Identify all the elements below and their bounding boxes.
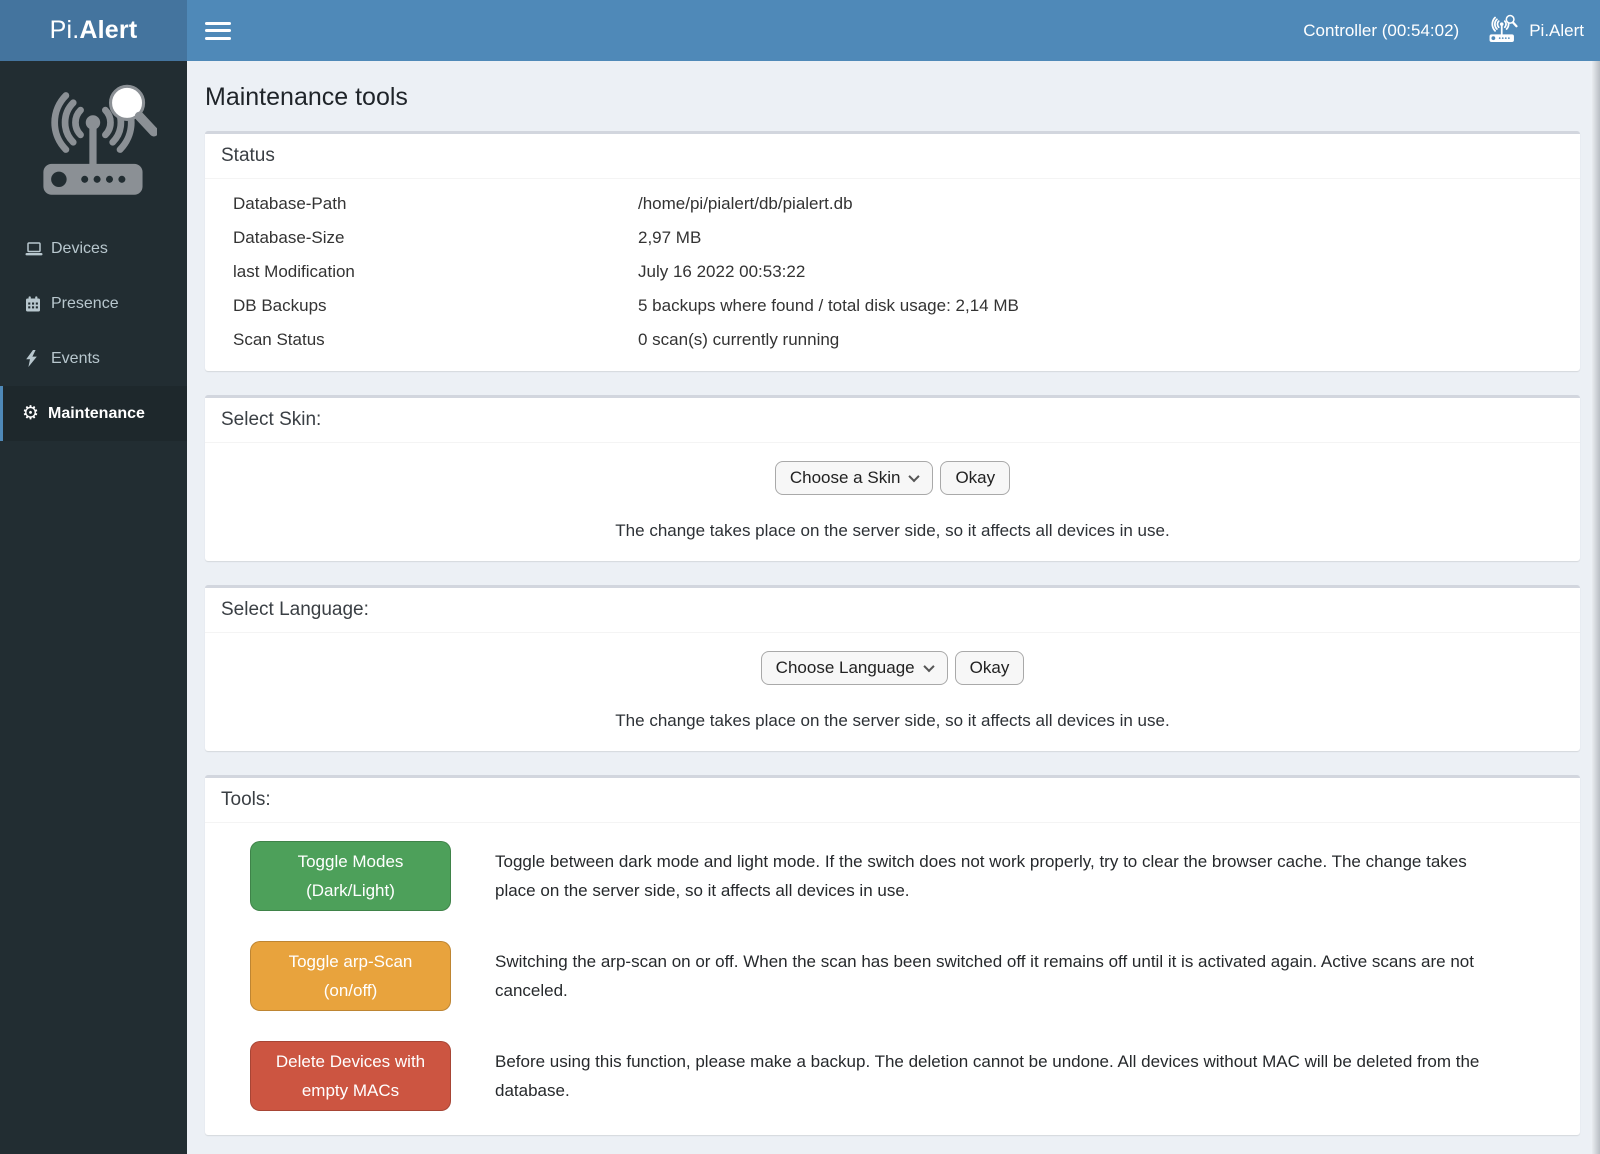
sidebar-item-label: Devices [51,239,108,257]
language-note: The change takes place on the server side, so it affects all devices in use. [615,711,1170,730]
tool-description: Switching the arp-scan on or off. When the scan has been switched off it remains off until it is activated again. Active scans are not canceled. [495,952,1474,1000]
page-title: Maintenance tools [205,83,408,111]
language-controls [221,651,1564,685]
chevron-down-icon [923,661,934,672]
tool-row [250,841,1564,911]
skin-select-value: Choose a Skin [789,468,901,487]
sidebar-item-label: Events [51,349,100,367]
sidebar-menu [0,221,187,441]
table-row [221,255,1564,289]
brand-logo[interactable] [0,0,187,61]
status-row-value: 5 backups where found / total disk usage: 2,14 MB [638,296,1019,315]
status-row-value: /home/pi/pialert/db/pialert.db [638,194,853,213]
status-row-label: Database-Path [233,194,347,213]
table-row [221,323,1564,357]
navbar-main [187,0,1600,61]
toggle-arpscan-button[interactable]: Toggle arp-Scan (on/off) [250,941,451,1011]
sidebar [0,61,187,1154]
tool-row [250,941,1564,1011]
sidebar-item-label: Presence [51,294,119,312]
status-row-label: DB Backups [233,296,327,315]
brand-bold: Alert [79,16,138,44]
status-table [205,179,1580,371]
tools-panel-title: Tools: [205,778,1580,823]
language-panel-title: Select Language: [205,588,1580,633]
main-content [187,61,1600,1154]
skin-panel-title: Select Skin: [205,398,1580,443]
status-panel-title: Status [205,134,1580,179]
table-row [221,187,1564,221]
language-okay-button[interactable]: Okay [955,651,1025,685]
pialert-logo [31,77,157,199]
brand-prefix: Pi. [49,16,80,44]
sidebar-toggle-icon[interactable] [205,21,231,41]
top-navbar [0,0,1600,61]
tool-description: Before using this function, please make a backup. The deletion cannot be undone. All devices without MAC will be deleted from the database. [495,1052,1480,1100]
status-row-label: Scan Status [233,330,325,349]
router-scan-icon [1485,13,1519,48]
skin-note: The change takes place on the server side, so it affects all devices in use. [615,521,1170,540]
table-row [221,221,1564,255]
status-row-label: Database-Size [233,228,345,247]
delete-empty-macs-button[interactable]: Delete Devices with empty MACs [250,1041,451,1111]
tool-row [250,1041,1564,1111]
chevron-down-icon [909,471,920,482]
status-row-label: last Modification [233,262,355,281]
status-panel [205,131,1580,371]
navbar-right [1303,13,1584,48]
tools-panel [205,775,1580,1135]
sidebar-item-label: Maintenance [48,404,145,422]
gear-icon: ⚙ [22,402,40,424]
skin-okay-button[interactable]: Okay [940,461,1010,495]
controller-timer-label: Controller (00:54:02) [1303,20,1460,40]
language-panel [205,585,1580,751]
scrollbar[interactable] [1592,61,1600,1154]
language-select-value: Choose Language [775,658,915,677]
status-row-value: 0 scan(s) currently running [638,330,840,349]
sidebar-item-maintenance[interactable] [0,386,187,441]
laptop-icon [25,241,51,257]
sidebar-item-devices[interactable] [0,221,187,276]
toggle-modes-button[interactable]: Toggle Modes (Dark/Light) [250,841,451,911]
calendar-icon [25,296,51,312]
tool-description: Toggle between dark mode and light mode. If the switch does not work properly, try to clear the browser cache. The change takes place on the server side, so it affects all devices in use. [495,852,1467,900]
navbar-app-link[interactable] [1485,13,1584,48]
status-row-value: 2,97 MB [638,228,702,247]
bolt-icon [25,350,51,367]
table-row [221,289,1564,323]
sidebar-item-events[interactable] [0,331,187,386]
skin-select[interactable] [775,461,934,495]
sidebar-item-presence[interactable] [0,276,187,331]
skin-controls [221,461,1564,495]
status-row-value: July 16 2022 00:53:22 [638,262,806,281]
language-select[interactable] [761,651,948,685]
skin-panel [205,395,1580,561]
navbar-app-label: Pi.Alert [1529,20,1584,40]
